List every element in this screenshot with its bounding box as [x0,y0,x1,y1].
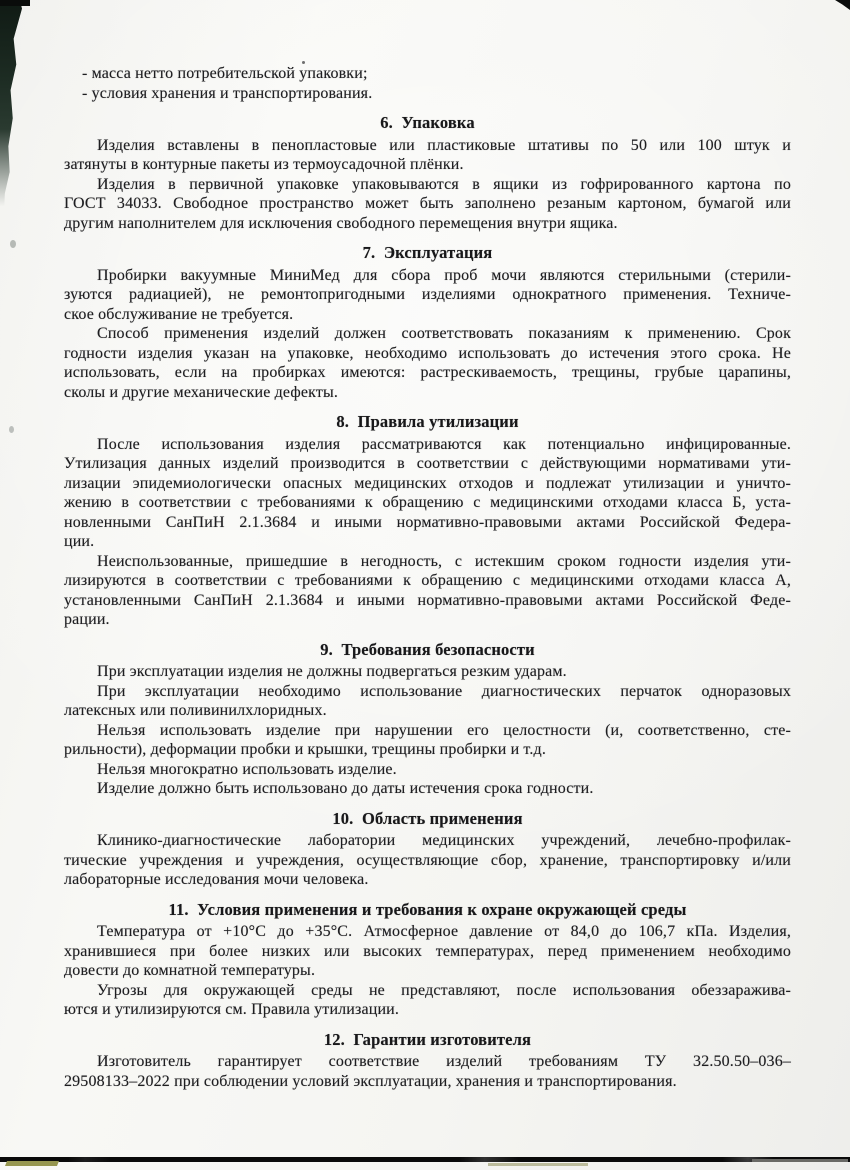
paragraph-line: ются и утилизируются см. Правила утилизации. [64,1001,400,1018]
section [64,243,791,402]
paragraph-line: При эксплуатации необходимо использование диагностических перчаток одноразовых [97,682,791,700]
paragraph-line: новленными СанПиН 2.1.3684 и иными нормативно-правовыми актами Российской Федера- [64,513,791,531]
section [64,412,791,630]
scan-smudge-dot-2 [9,426,14,433]
intro-block [64,64,791,103]
paragraph-line: Способ применения изделий должен соответствовать показаниям к применению. Срок [97,325,791,342]
paragraph-line: ции. [64,533,95,550]
document-content [64,64,791,1091]
paragraph-line: лизируются в соответствии с требованиями к обращению с медицинскими отходами класса А, [64,572,791,589]
paragraph-line: использовать, если на пробирках имеются: растрескиваемость, трещины, грубые царапины, [64,364,791,381]
paragraph-line: Пробирки вакуумные МиниМед для сбора проб мочи являются стерильными (стерили- [97,266,791,284]
paragraph-line: Неиспользованные, пришедшие в негодность, с истекшим сроком годности изделия ути- [97,552,791,570]
section [64,809,791,890]
paragraph-line: Нельзя многократно использовать изделие. [97,760,397,778]
scan-artifact-top-left-bar [0,0,30,6]
section-heading: 12. Гарантии изготовителя [323,1029,532,1049]
paragraph-line: Температура от +10°С до +35°С. Атмосферное давление от 84,0 до 106,7 кПа. Изделия, [97,923,791,940]
section [64,113,791,233]
paragraph-line: годности изделия указан на упаковке, необходимо использовать до истечения этого срока. Не [64,344,791,362]
section-heading: 6. Упаковка [380,113,475,132]
paragraph-line: Изделия в первичной упаковке упаковываются в ящики из гофрированного картона по [97,175,791,193]
paragraph-line: При эксплуатации изделия не должны подвергаться резким ударам. [97,663,567,680]
paragraph-line: Изготовитель гарантирует соответствие изделий требованиям ТУ 32.50.50–036– [97,1053,791,1070]
section-heading: 7. Эксплуатация [362,243,493,262]
paragraph-line: сколы и другие механические дефекты. [64,383,339,401]
scan-artifact-left-edge [0,0,22,215]
paragraph-line: Угрозы для окружающей среды не представляют, после использования обеззаражива- [97,981,791,999]
paragraph-line: лизации эпидемиологически опасных медицинских отходов и подлежат утилизации и уничто- [64,474,791,492]
paragraph-line: хранившиеся при более низких или высоких температурах, перед применением необходимо [64,942,791,960]
paragraph-line: Нельзя использовать изделие при нарушении его целостности (и, соответственно, сте- [97,721,791,739]
section [64,640,791,799]
paragraph-line: ГОСТ 34033. Свободное пространство может быть заполнено резаным картоном, бумагой или [64,195,791,212]
scan-artifact-top-right-corner [833,0,850,10]
paragraph-line: другим наполнителем для исключения свободного перемещения внутри ящика. [64,214,618,232]
paragraph-line: затянуты в контурные пакеты из термоусадочной плёнки. [64,156,464,173]
paragraph-line: латексных или поливинилхлоридных. [64,702,327,719]
paragraph-line: 29508133–2022 при соблюдении условий эксплуатации, хранения и транспортирования. [64,1072,677,1090]
section [64,900,791,1020]
paragraph-line: Утилизация данных изделий производится в соответствии с действующими нормативами ути- [64,455,791,472]
paragraph-line: После использования изделия рассматриваются как потенциально инфицированные. [97,435,791,453]
scan-artifact-bottom-olive-streak [5,1161,59,1166]
paragraph-line: рации. [64,611,110,628]
section-heading: 10. Область применения [332,808,523,828]
paragraph-line: Изделие должно быть использовано до даты истечения срока годности. [97,780,594,797]
section-heading: 8. Правила утилизации [336,412,519,431]
scan-artifact-bottom-gray-streak [752,1159,848,1162]
scan-artifact-bottom-tan-streak [488,1163,588,1166]
intro-line: - масса нетто потребительской упаковки; [82,65,368,82]
section-heading: 9. Требования безопасности [320,639,535,659]
section [64,1030,791,1092]
paragraph-line: довести до комнатной температуры. [64,962,316,979]
document-sections [64,113,791,1091]
paragraph-line: тические учреждения и учреждения, осуществляющие сбор, хранение, транспортировку и/или [64,851,791,869]
paragraph-line: рильности), деформации пробки и крышки, трещины пробирки и т.д. [64,741,546,758]
scan-smudge-dot-1 [10,240,16,248]
scan-artifact-bottom-line [0,1157,850,1162]
paragraph-line: Изделия вставлены в пенопластовые или пластиковые штативы по 50 или 100 штук и [97,136,791,154]
section-heading: 11. Условия применения и требования к охране окружающей среды [168,899,687,919]
intro-line: - условия хранения и транспортирования. [82,84,373,102]
paragraph-line: зуются радиацией), не ремонтопригодными изделиями однократного применения. Техниче- [64,286,791,303]
paragraph-line: ское обслуживание не требуется. [64,305,294,323]
paragraph-line: жению в соответствии с требованиями к обращению с медицинскими отходами класса Б, уста- [64,494,791,511]
paragraph-line: лабораторные исследования мочи человека. [64,871,369,888]
paragraph-line: установленными СанПиН 2.1.3684 и иными нормативно-правовыми актами Российской Феде- [64,591,791,609]
paragraph-line: Клинико-диагностические лаборатории медицинских учреждений, лечебно-профилак- [97,832,791,849]
